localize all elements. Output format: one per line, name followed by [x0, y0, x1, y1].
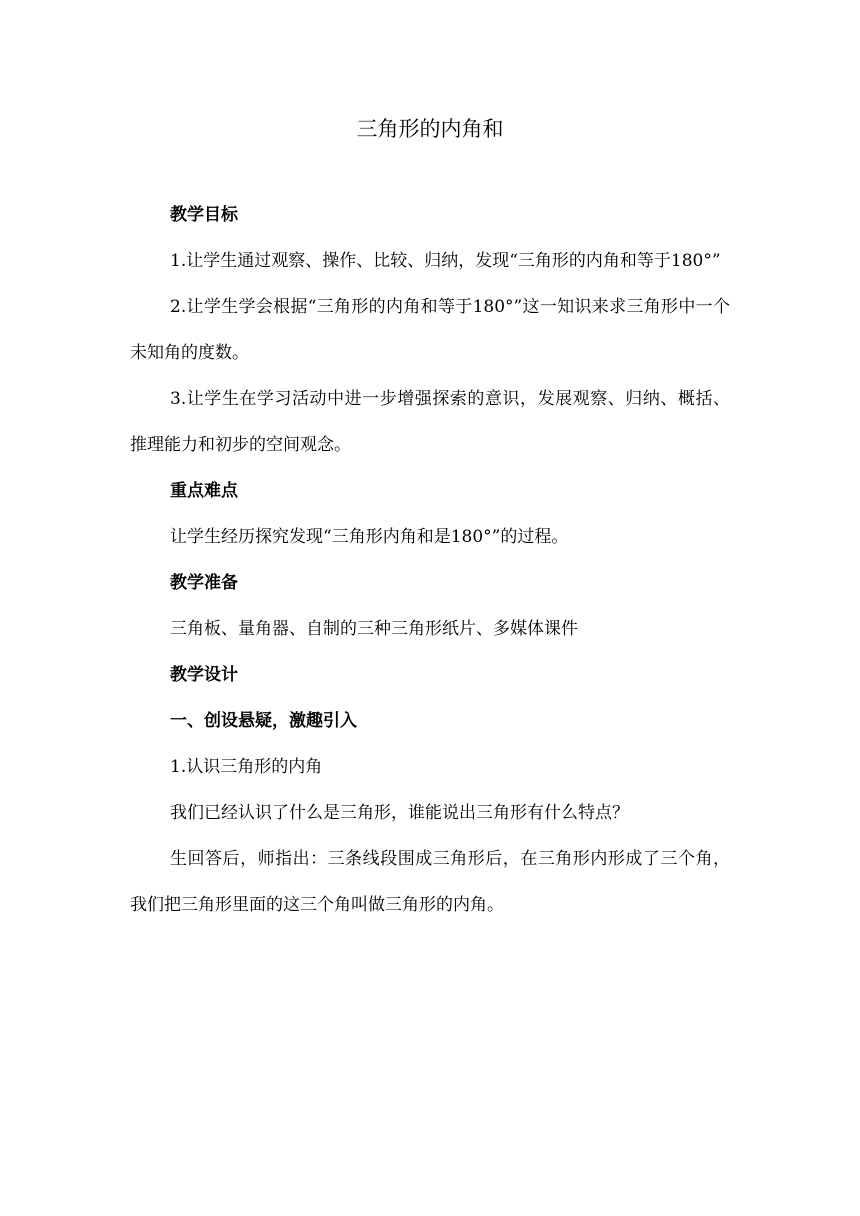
intro-paragraph-2: 我们已经认识了什么是三角形，谁能说出三角形有什么特点？ — [170, 803, 629, 823]
section-heading-preparation: 教学准备 — [170, 573, 238, 593]
subsection-heading-intro: 一、创设悬疑，激趣引入 — [170, 711, 357, 731]
objective-paragraph-1: 1.让学生通过观察、操作、比较、归纳，发现“三角形的内角和等于180°” — [170, 251, 721, 271]
section-heading-design: 教学设计 — [170, 665, 238, 685]
preparation-paragraph: 三角板、量角器、自制的三种三角形纸片、多媒体课件 — [170, 619, 578, 639]
intro-paragraph-1: 1.认识三角形的内角 — [170, 757, 323, 777]
objective-paragraph-3: 3.让学生在学习活动中进一步增强探索的意识，发展观察、归纳、概括、推理能力和初步的空间观念。 — [130, 389, 730, 455]
document-body — [130, 112, 730, 928]
key-points-paragraph: 让学生经历探究发现“三角形内角和是180°”的过程。 — [170, 527, 569, 547]
objective-paragraph-2: 2.让学生学会根据“三角形的内角和等于180°”这一知识来求三角形中一个未知角的度数。 — [130, 297, 730, 363]
document-title: 三角形的内角和 — [356, 117, 504, 141]
intro-paragraph-3: 生回答后，师指出：三条线段围成三角形后，在三角形内形成了三个角，我们把三角形里面的这三个角叫做三角形的内角。 — [130, 849, 730, 915]
section-heading-key-points: 重点难点 — [170, 481, 238, 501]
section-heading-objectives: 教学目标 — [170, 205, 238, 225]
